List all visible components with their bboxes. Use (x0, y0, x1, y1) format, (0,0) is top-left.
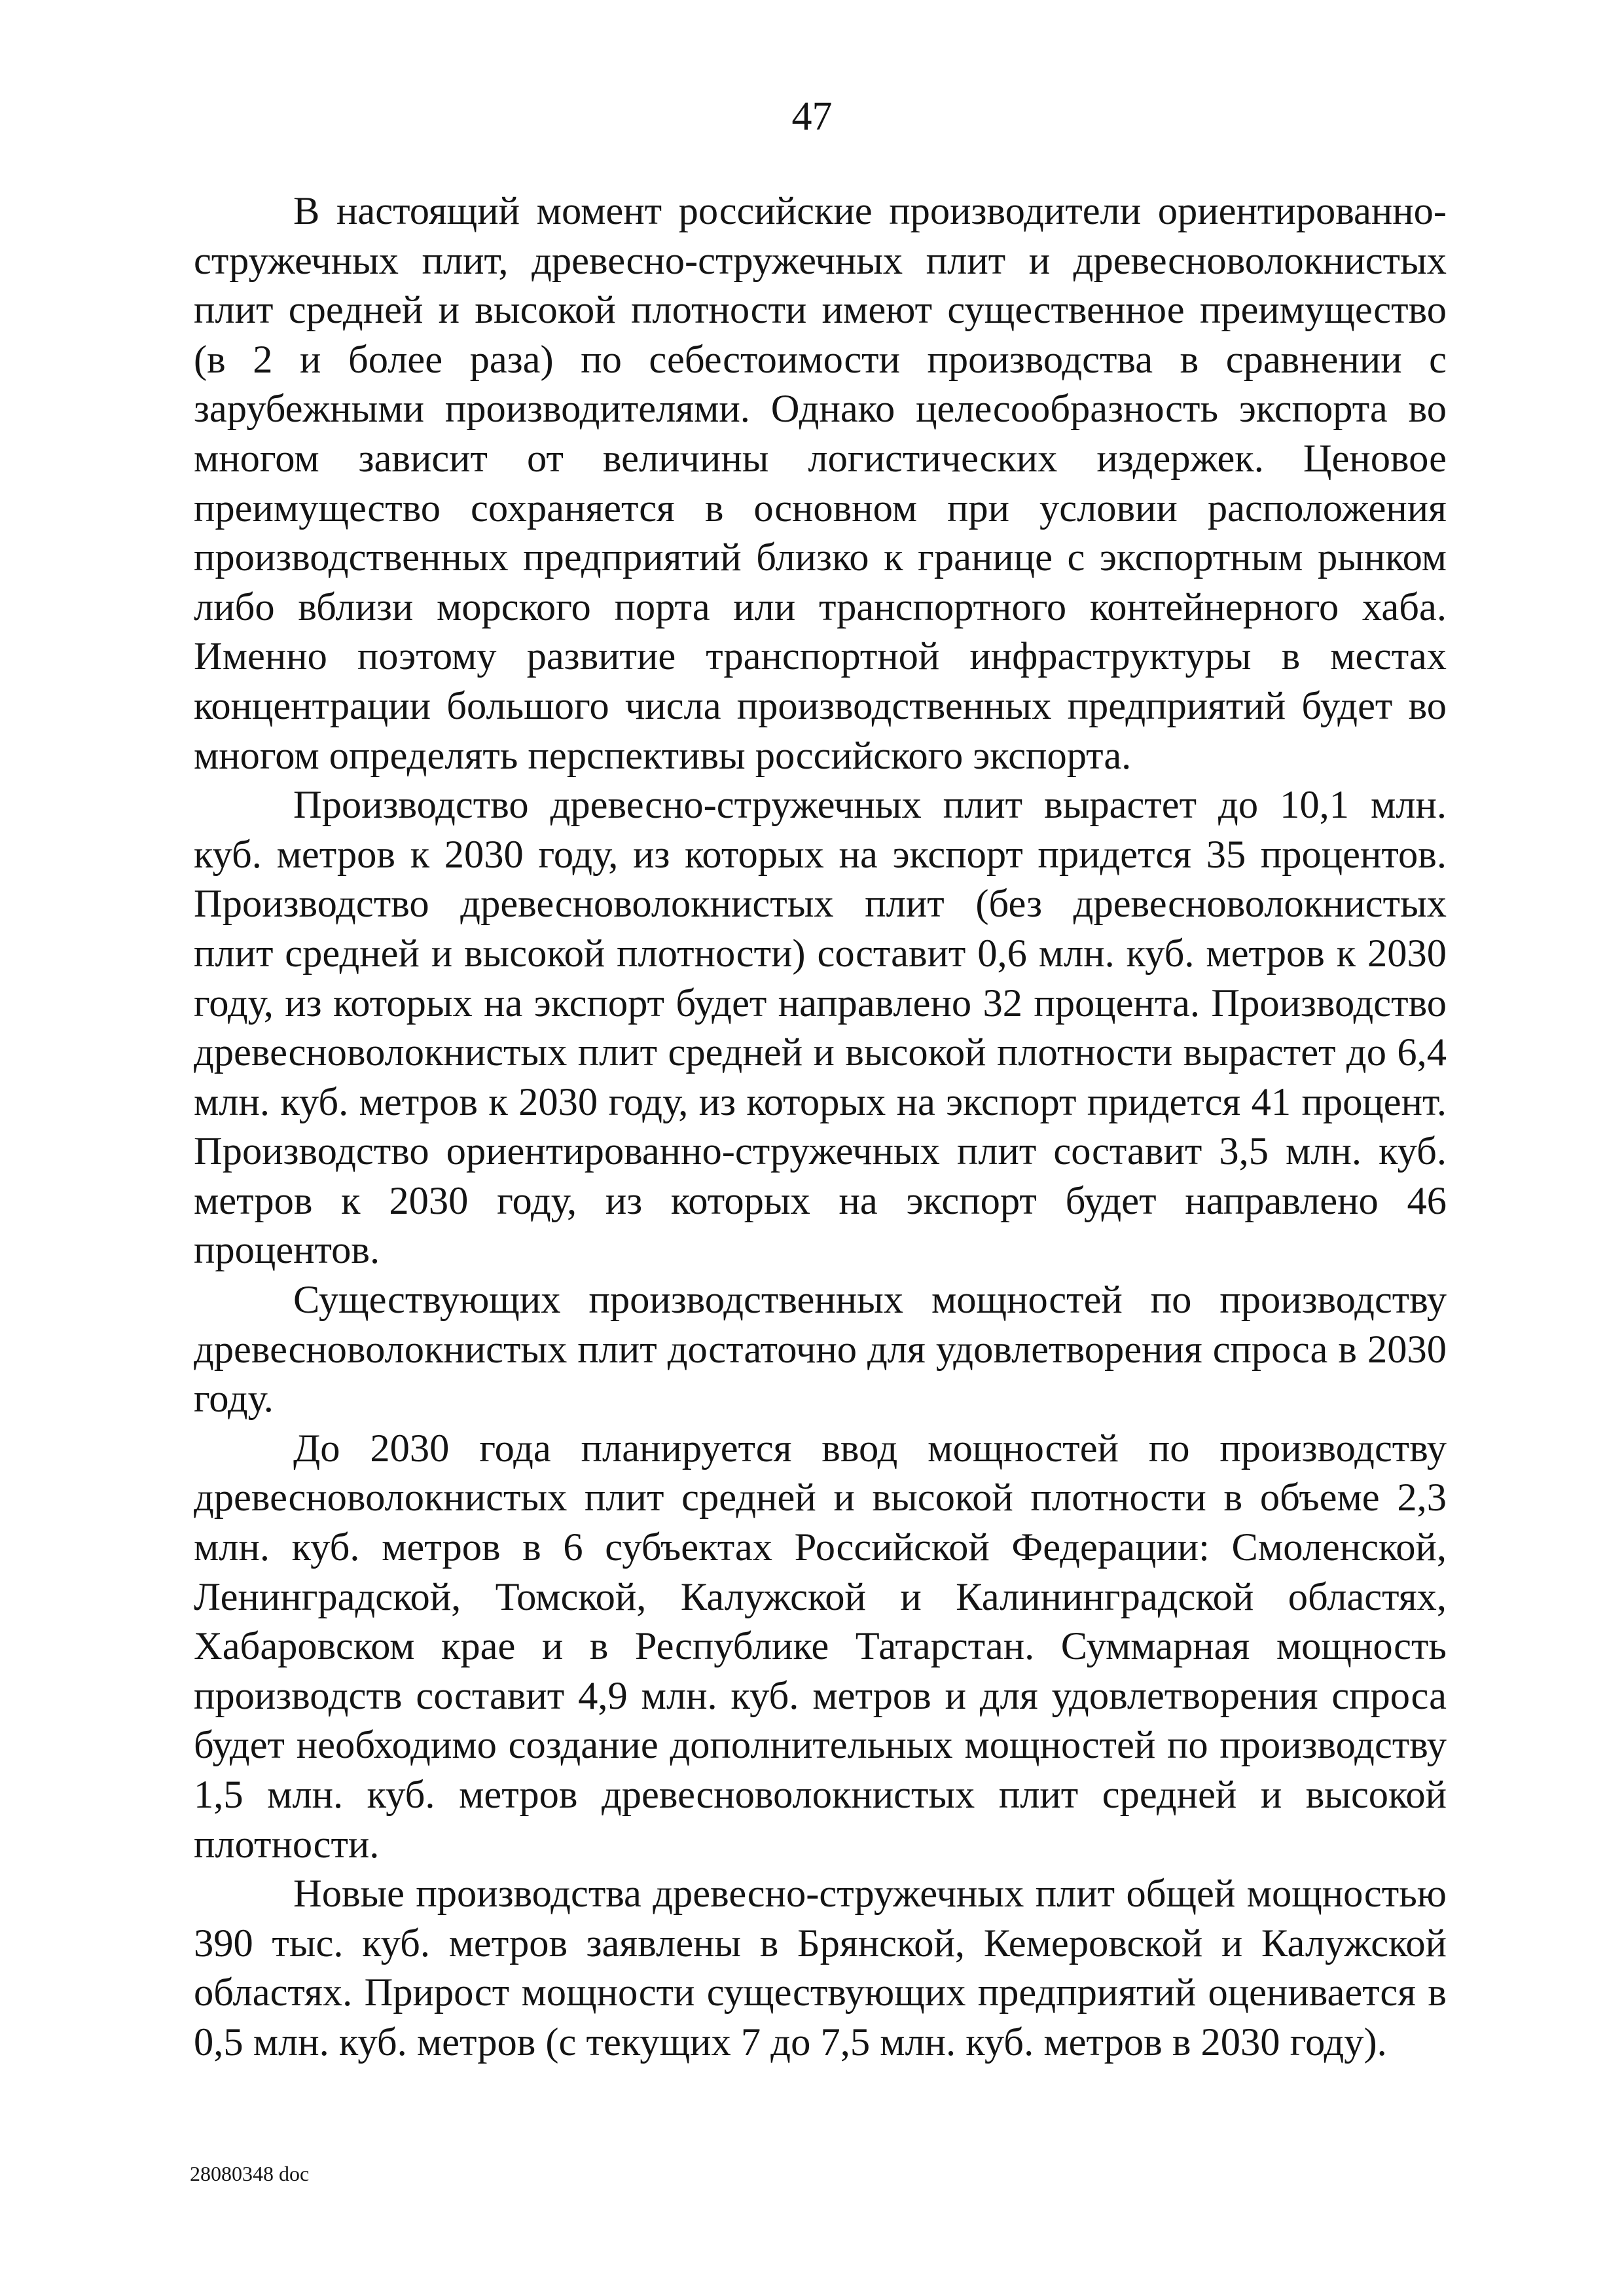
paragraph-existing-capacity: Существующих производственных мощностей по производству древесноволокнистых плит достаточно для удовлетворения спроса в 2030 году. (194, 1278, 1447, 1421)
page-number: 47 (791, 94, 833, 139)
paragraph-new-production: Новые производства древесно-стружечных плит общей мощностью 390 тыс. куб. метров заявлены в Брянской, Кемеровской и Калужской областях. Прирост мощности существующих предприятий оценивается в 0,5 млн. куб. метров (с текущих 7 до 7,5 млн. куб. метров в 2030 году). (194, 1872, 1447, 2064)
paragraph-export-advantage: В настоящий момент российские производители ориентированно-стружечных плит, древесно-стружечных плит и древесноволокнистых плит средней и высокой плотности имеют существенное преимущество (в 2 и более раза) по себестоимости производства в сравнении с зарубежными производителями. Однако целесообразность экспорта во многом зависит от величины логистических издержек. Ценовое преимущество сохраняется в основном при условии расположения производственных предприятий близко к границе с экспортным рынком либо вблизи морского порта или транспортного контейнерного хаба. Именно поэтому развитие транспортной инфраструктуры в местах концентрации большого числа производственных предприятий будет во многом определять перспективы российского экспорта. (194, 189, 1447, 778)
paragraph-production-forecast: Производство древесно-стружечных плит вырастет до 10,1 млн. куб. метров к 2030 году, из которых на экспорт придется 35 процентов. Производство древесноволокнистых плит (без древесноволокнистых плит средней и высокой плотности) составит 0,6 млн. куб. метров к 2030 году, из которых на экспорт будет направлено 32 процента. Производство древесноволокнистых плит средней и высокой плотности вырастет до 6,4 млн. куб. метров к 2030 году, из которых на экспорт придется 41 процент. Производство ориентированно-стружечных плит составит 3,5 млн. куб. метров к 2030 году, из которых на экспорт будет направлено 46 процентов. (194, 783, 1447, 1273)
document-footer-code: 28080348 doc (190, 2162, 310, 2185)
paragraph-planned-capacity: До 2030 года планируется ввод мощностей по производству древесноволокнистых плит средней и высокой плотности в объеме 2,3 млн. куб. метров в 6 субъектах Российской Федерации: Смоленской, Ленинградской, Томской, Калужской и Калининградской областях, Хабаровском крае и в Республике Татарстан. Суммарная мощность производств составит 4,9 млн. куб. метров и для удовлетворения спроса будет необходимо создание дополнительных мощностей по производству 1,5 млн. куб. метров древесноволокнистых плит средней и высокой плотности. (194, 1426, 1447, 1867)
body-text (194, 187, 1447, 2068)
